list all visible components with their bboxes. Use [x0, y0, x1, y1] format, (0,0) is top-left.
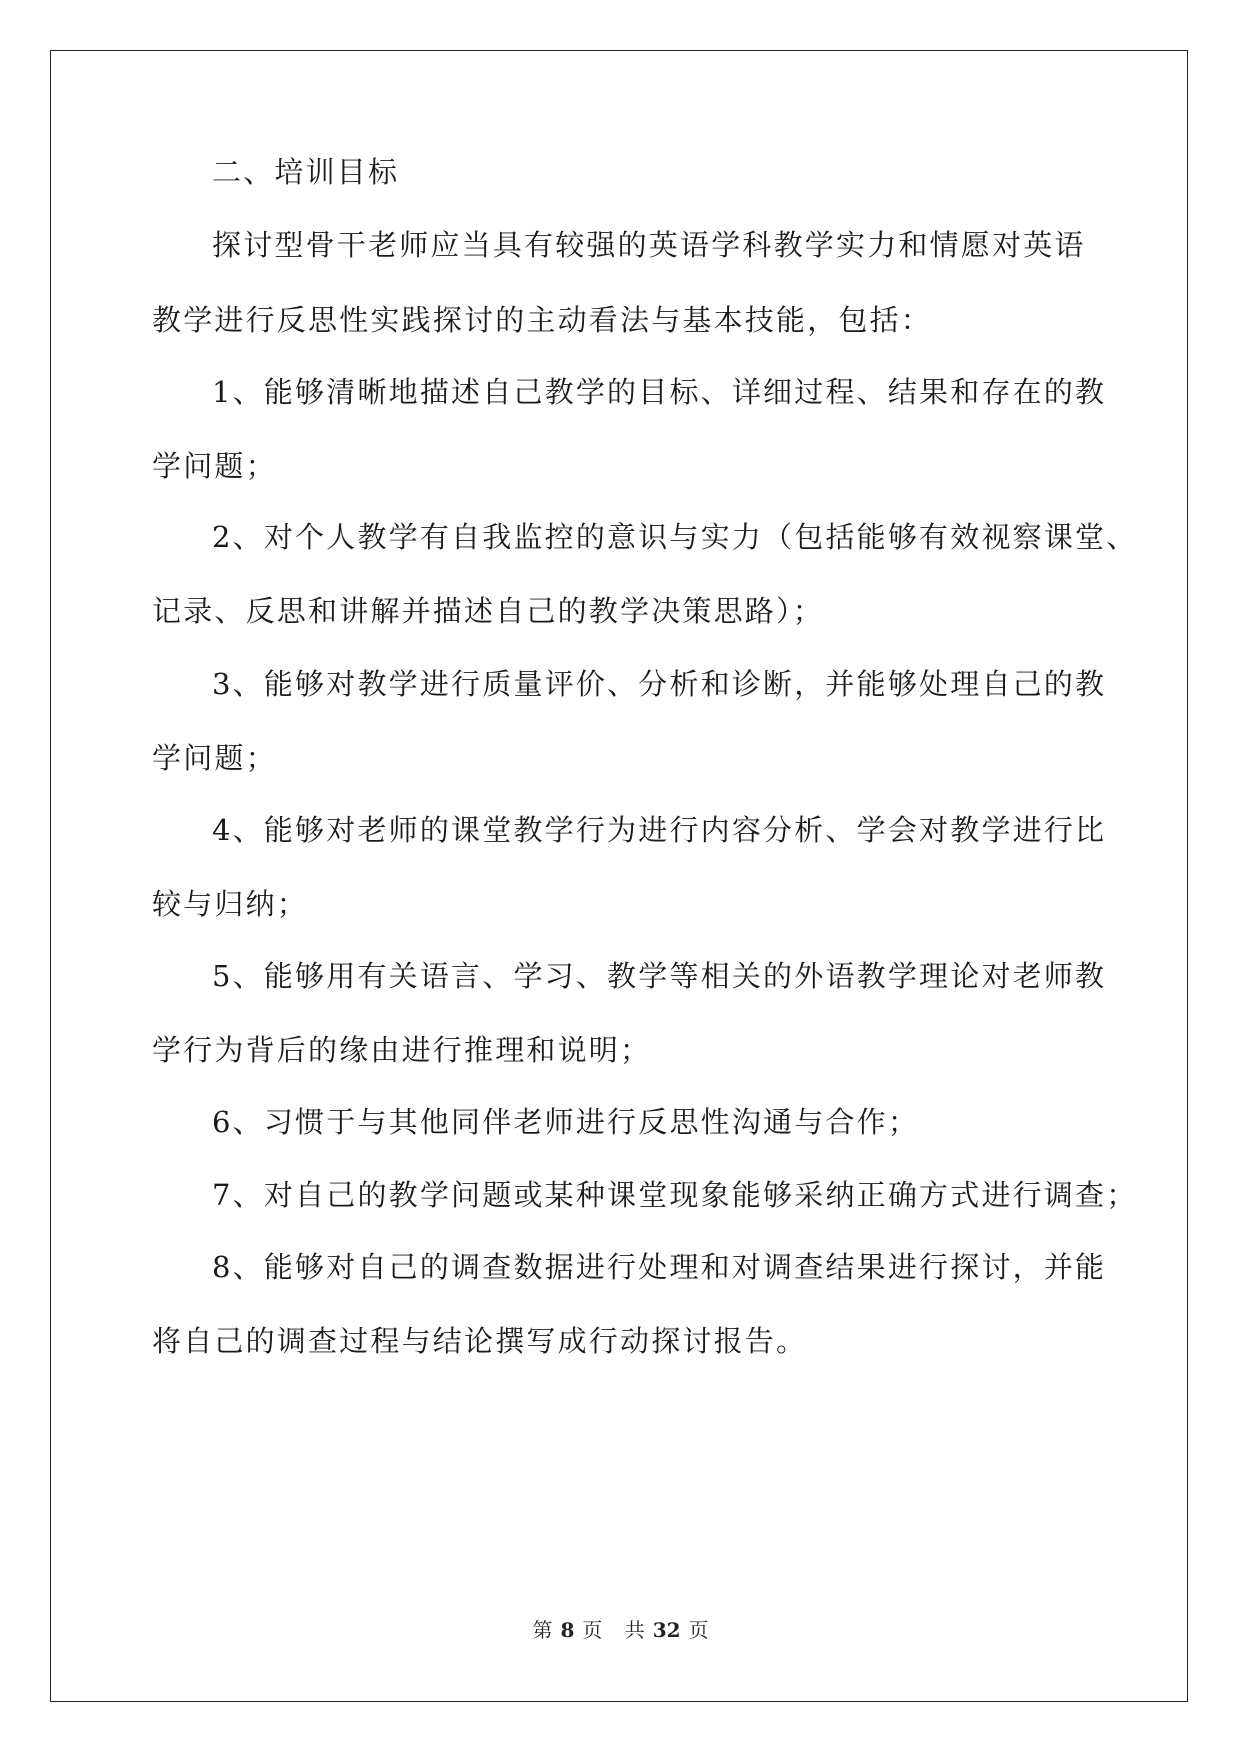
page-prefix: 第	[532, 1618, 553, 1642]
list-item-line: 8、能够对自己的调查数据进行处理和对调查结果进行探讨，并能	[212, 1250, 1107, 1284]
list-item-line: 学行为背后的缘由进行推理和说明；	[152, 1033, 652, 1067]
list-item-line: 1、能够清晰地描述自己教学的目标、详细过程、结果和存在的教	[212, 375, 1107, 409]
page-suffix: 页	[582, 1618, 603, 1642]
list-item-line: 将自己的调查过程与结论撰写成行动探讨报告。	[152, 1324, 808, 1358]
total-pages-indicator	[621, 1618, 713, 1642]
page-number: 8	[560, 1618, 575, 1642]
paragraph-line: 探讨型骨干老师应当具有较强的英语学科教学实力和情愿对英语	[212, 228, 1086, 262]
page-border	[50, 50, 1188, 1702]
list-item-line: 4、能够对老师的课堂教学行为进行内容分析、学会对教学进行比	[212, 813, 1107, 847]
page-footer	[0, 1616, 1241, 1644]
list-item-line: 3、能够对教学进行质量评价、分析和诊断，并能够处理自己的教	[212, 667, 1107, 701]
list-item-line: 2、对个人教学有自我监控的意识与实力（包括能够有效视察课堂、	[212, 520, 1138, 554]
list-item-line: 较与归纳；	[152, 887, 309, 921]
list-item-line: 6、习惯于与其他同伴老师进行反思性沟通与合作；	[212, 1105, 920, 1139]
total-suffix: 页	[688, 1618, 709, 1642]
list-item-line: 5、能够用有关语言、学习、教学等相关的外语教学理论对老师教	[212, 959, 1107, 993]
page-indicator	[528, 1618, 606, 1642]
section-heading: 二、培训目标	[212, 155, 400, 189]
list-item-line: 记录、反思和讲解并描述自己的教学决策思路）；	[152, 594, 824, 628]
total-prefix: 共	[624, 1618, 645, 1642]
list-item-line: 学问题；	[152, 449, 277, 483]
list-item-line: 7、对自己的教学问题或某种课堂现象能够采纳正确方式进行调查；	[212, 1178, 1138, 1212]
paragraph-line: 教学进行反思性实践探讨的主动看法与基本技能，包括：	[152, 303, 933, 337]
list-item-line: 学问题；	[152, 741, 277, 775]
total-number: 32	[652, 1618, 681, 1642]
